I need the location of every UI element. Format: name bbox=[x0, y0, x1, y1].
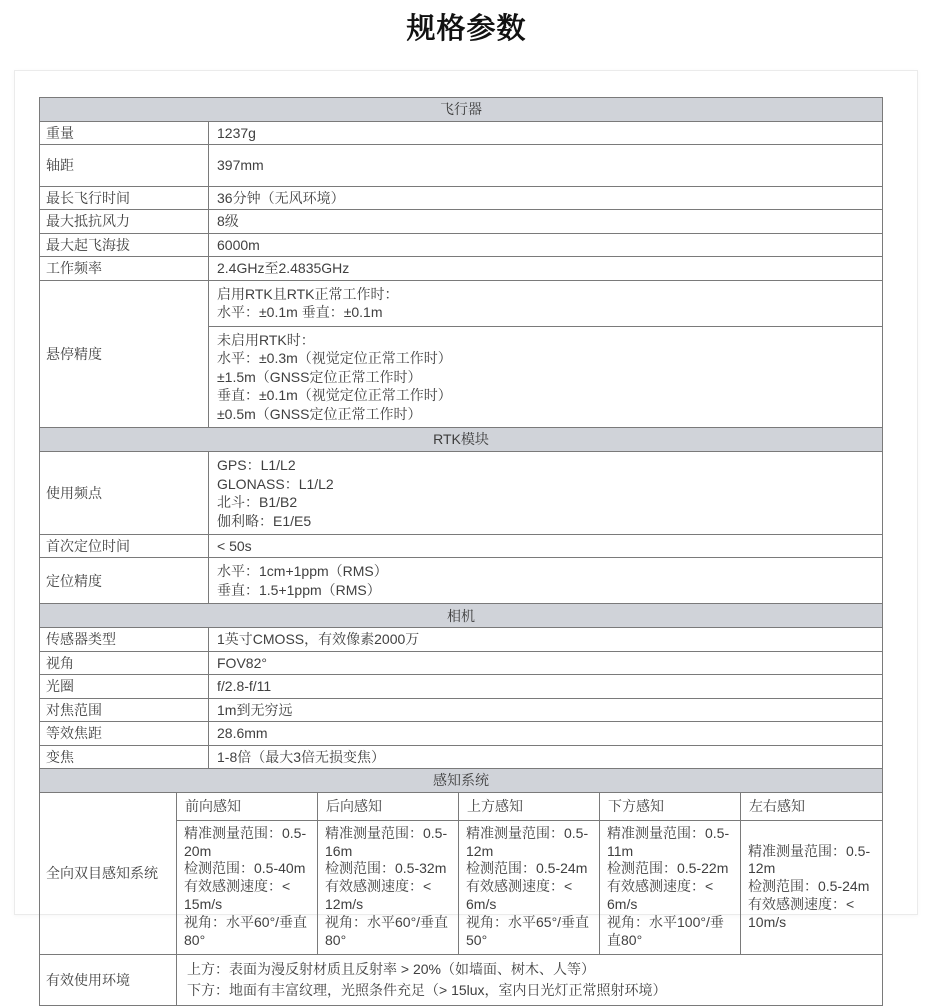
spec-label: 轴距 bbox=[40, 145, 209, 186]
cell-line: 未启用RTK时： bbox=[217, 331, 315, 348]
cell-line: < 50s bbox=[217, 537, 252, 554]
cell-line: 28.6mm bbox=[217, 725, 268, 742]
table-row bbox=[40, 558, 883, 604]
spec-label: 变焦 bbox=[40, 745, 209, 768]
cell-line: 视角：水平65°/垂直50° bbox=[466, 914, 590, 949]
section-header-row bbox=[40, 98, 883, 122]
table-row bbox=[40, 210, 883, 233]
cell-line: 6000m bbox=[217, 236, 260, 253]
spec-label: 最大起飞海拔 bbox=[40, 233, 209, 256]
cell-line: 检测范围：0.5-24m bbox=[466, 860, 588, 877]
spec-label: 悬停精度 bbox=[40, 280, 209, 427]
spec-label: 首次定位时间 bbox=[40, 534, 209, 557]
spec-value bbox=[209, 233, 883, 256]
table-row bbox=[40, 233, 883, 256]
spec-label: 等效焦距 bbox=[40, 722, 209, 745]
table-row bbox=[40, 698, 883, 721]
cell-line: 1英寸CMOSS，有效像素2000万 bbox=[217, 631, 420, 648]
sensing-column-title: 下方感知 bbox=[600, 793, 741, 820]
section-header: RTK模块 bbox=[40, 428, 883, 452]
table-row bbox=[40, 675, 883, 698]
sensing-column-title: 左右感知 bbox=[741, 793, 883, 820]
cell-line: 有效感测速度：< 12m/s bbox=[325, 878, 432, 913]
table-row bbox=[40, 452, 883, 535]
spec-label: 使用频点 bbox=[40, 452, 209, 535]
cell-line: 下方：地面有丰富纹理，光照条件充足（> 15lux，室内日光灯正常照射环境） bbox=[187, 982, 667, 998]
spec-value bbox=[209, 698, 883, 721]
cell-line: 精准测量范围：0.5-16m bbox=[325, 824, 448, 859]
sensing-column-title: 上方感知 bbox=[459, 793, 600, 820]
sensing-column-detail bbox=[318, 820, 459, 954]
cell-line: 上方：表面为漫反射材质且反射率 > 20%（如墙面、树木、人等） bbox=[187, 961, 595, 977]
cell-line: 精准测量范围：0.5-20m bbox=[184, 824, 307, 859]
cell-line: 视角：水平60°/垂直80° bbox=[184, 914, 308, 949]
spec-value bbox=[209, 186, 883, 209]
section-header: 飞行器 bbox=[40, 98, 883, 122]
cell-line: 1237g bbox=[217, 125, 256, 141]
environment-row bbox=[40, 955, 883, 1006]
cell-line: 有效感测速度：< 6m/s bbox=[466, 878, 573, 913]
table-row bbox=[40, 722, 883, 745]
cell-line: 检测范围：0.5-40m bbox=[184, 860, 306, 877]
table-row bbox=[40, 145, 883, 186]
section-header-row bbox=[40, 769, 883, 793]
spec-value bbox=[209, 326, 883, 427]
spec-label: 工作频率 bbox=[40, 257, 209, 280]
sensing-column-detail bbox=[741, 820, 883, 954]
cell-line: 检测范围：0.5-32m bbox=[325, 860, 447, 877]
table-row bbox=[40, 651, 883, 674]
cell-line: FOV82° bbox=[217, 654, 267, 671]
spec-value bbox=[209, 675, 883, 698]
cell-line: 视角：水平100°/垂直80° bbox=[607, 914, 724, 949]
spec-label: 定位精度 bbox=[40, 558, 209, 604]
sensing-column-detail bbox=[459, 820, 600, 954]
cell-line: 36分钟（无风环境） bbox=[217, 189, 345, 206]
cell-line: 伽利略：E1/E5 bbox=[217, 512, 312, 529]
cell-line: 有效感测速度：< 6m/s bbox=[607, 878, 714, 913]
cell-line: 北斗：B1/B2 bbox=[217, 494, 298, 511]
cell-line: ±0.5m（GNSS定位正常工作时） bbox=[217, 405, 422, 422]
spec-value bbox=[209, 651, 883, 674]
spec-value bbox=[209, 558, 883, 604]
table-row bbox=[40, 186, 883, 209]
spec-label: 视角 bbox=[40, 651, 209, 674]
table-row bbox=[40, 628, 883, 651]
cell-line: 水平：±0.1m 垂直：±0.1m bbox=[217, 304, 383, 321]
sensing-system-label: 全向双目感知系统 bbox=[40, 793, 177, 955]
section-header-row bbox=[40, 428, 883, 452]
spec-value bbox=[209, 210, 883, 233]
spec-value bbox=[209, 257, 883, 280]
spec-table bbox=[39, 97, 883, 769]
cell-line: 启用RTK且RTK正常工作时： bbox=[217, 285, 399, 302]
cell-line: f/2.8-f/11 bbox=[217, 678, 272, 695]
table-row bbox=[40, 257, 883, 280]
cell-line: 1-8倍（最大3倍无损变焦） bbox=[217, 748, 386, 765]
table-row bbox=[40, 280, 883, 326]
cell-line: 8级 bbox=[217, 213, 239, 230]
spec-value bbox=[209, 745, 883, 768]
cell-line: 垂直：±0.1m（视觉定位正常工作时） bbox=[217, 387, 452, 404]
spec-label: 传感器类型 bbox=[40, 628, 209, 651]
cell-line: GLONASS：L1/L2 bbox=[217, 475, 334, 492]
sensing-column-detail bbox=[177, 820, 318, 954]
spec-value bbox=[209, 628, 883, 651]
cell-line: 397mm bbox=[217, 157, 264, 174]
spec-value bbox=[209, 145, 883, 186]
sensing-title-row bbox=[40, 793, 883, 820]
section-header-row bbox=[40, 604, 883, 628]
spec-value bbox=[209, 280, 883, 326]
spec-label: 对焦范围 bbox=[40, 698, 209, 721]
table-row bbox=[40, 122, 883, 145]
page-title: 规格参数 bbox=[406, 13, 527, 45]
spec-value bbox=[209, 534, 883, 557]
sensing-column-title: 后向感知 bbox=[318, 793, 459, 820]
sensing-column-detail bbox=[600, 820, 741, 954]
cell-line: 精准测量范围：0.5-12m bbox=[466, 824, 589, 859]
cell-line: 有效感测速度：< 15m/s bbox=[184, 878, 291, 913]
cell-line: 水平：±0.3m（视觉定位正常工作时） bbox=[217, 350, 452, 367]
cell-line: 有效感测速度：< 10m/s bbox=[748, 896, 855, 931]
cell-line: 检测范围：0.5-22m bbox=[607, 860, 729, 877]
section-header: 感知系统 bbox=[40, 769, 883, 793]
environment-value bbox=[177, 955, 883, 1006]
cell-line: 精准测量范围：0.5-11m bbox=[607, 824, 730, 859]
sensing-table bbox=[39, 768, 883, 1006]
cell-line: 视角：水平60°/垂直80° bbox=[325, 914, 449, 949]
cell-line: 检测范围：0.5-24m bbox=[748, 878, 870, 895]
section-header: 相机 bbox=[40, 604, 883, 628]
cell-line: 垂直：1.5+1ppm（RMS） bbox=[217, 581, 381, 598]
spec-value bbox=[209, 722, 883, 745]
cell-line: 精准测量范围：0.5-12m bbox=[748, 842, 871, 877]
spec-label: 光圈 bbox=[40, 675, 209, 698]
cell-line: GPS：L1/L2 bbox=[217, 457, 296, 474]
cell-line: 水平：1cm+1ppm（RMS） bbox=[217, 563, 388, 580]
table-row bbox=[40, 745, 883, 768]
spec-label: 最大抵抗风力 bbox=[40, 210, 209, 233]
sensing-column-title: 前向感知 bbox=[177, 793, 318, 820]
spec-card bbox=[14, 70, 918, 998]
spec-label: 重量 bbox=[40, 122, 209, 145]
cell-line: 2.4GHz至2.4835GHz bbox=[217, 260, 350, 277]
spec-label: 最长飞行时间 bbox=[40, 186, 209, 209]
spec-value bbox=[209, 452, 883, 535]
table-row bbox=[40, 534, 883, 557]
cell-line: ±1.5m（GNSS定位正常工作时） bbox=[217, 368, 422, 385]
spec-value bbox=[209, 122, 883, 145]
cell-line: 1m到无穷远 bbox=[217, 701, 293, 718]
environment-label: 有效使用环境 bbox=[40, 955, 177, 1006]
